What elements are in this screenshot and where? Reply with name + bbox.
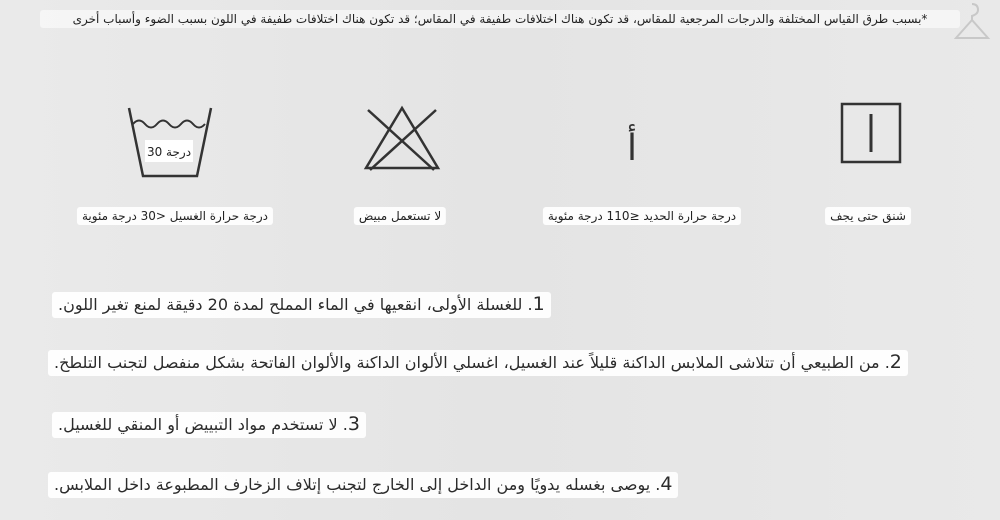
instruction-2-text: . من الطبيعي أن تتلاشى الملابس الداكنة قليلاً عند الغسيل، اغسلي الألوان الداكنة والألوان الفاتحة بشكل منفصل لتجنب التلطخ. bbox=[54, 353, 890, 372]
hanger-decoration-icon bbox=[952, 0, 992, 48]
dry-symbol bbox=[838, 100, 904, 166]
instruction-3-number: 3 bbox=[347, 413, 360, 435]
instruction-3-text: . لا تستخدم مواد التبييض أو المنقي للغسيل. bbox=[58, 415, 348, 434]
instruction-2-number: 2 bbox=[889, 351, 902, 373]
no-bleach-icon bbox=[362, 100, 442, 176]
instruction-2 bbox=[48, 350, 908, 376]
wash-temp-label: 30 درجة bbox=[146, 145, 192, 159]
care-symbols-row bbox=[0, 100, 1000, 190]
instruction-4-number: 4 bbox=[660, 473, 673, 495]
instruction-1 bbox=[52, 292, 551, 318]
size-color-disclaimer: *بسبب طرق القياس المختلفة والدرجات المرجعية للمقاس، قد تكون هناك اختلافات طفيفة في المقاس؛ قد تكون هناك اختلافات طفيفة في اللون بسبب الضوء وأسباب أخرى bbox=[40, 10, 960, 28]
dry-caption: شنق حتى يجف bbox=[825, 207, 911, 225]
iron-symbol bbox=[612, 100, 652, 176]
bleach-symbol bbox=[362, 100, 442, 176]
instruction-4 bbox=[48, 472, 678, 498]
wash-caption: درجة حرارة الغسيل <30 درجة مئوية bbox=[77, 207, 273, 225]
iron-symbol-letter: أ bbox=[626, 128, 638, 169]
instruction-1-number: 1 bbox=[532, 293, 545, 315]
iron-symbol-icon bbox=[612, 100, 652, 176]
line-dry-icon bbox=[838, 100, 904, 166]
wash-symbol bbox=[125, 100, 215, 180]
instruction-4-text: . يوصى بغسله يدويًا ومن الداخل إلى الخارج لتجنب إتلاف الزخارف المطبوعة داخل الملابس. bbox=[54, 475, 661, 494]
instruction-1-text: . للغسلة الأولى، انقعيها في الماء المملح لمدة 20 دقيقة لمنع تغير اللون. bbox=[58, 295, 533, 314]
iron-caption: درجة حرارة الحديد ≤110 درجة مئوية bbox=[543, 207, 741, 225]
bleach-caption: لا تستعمل مبيض bbox=[354, 207, 446, 225]
wash-tub-icon bbox=[125, 100, 215, 180]
instruction-3 bbox=[52, 412, 366, 438]
